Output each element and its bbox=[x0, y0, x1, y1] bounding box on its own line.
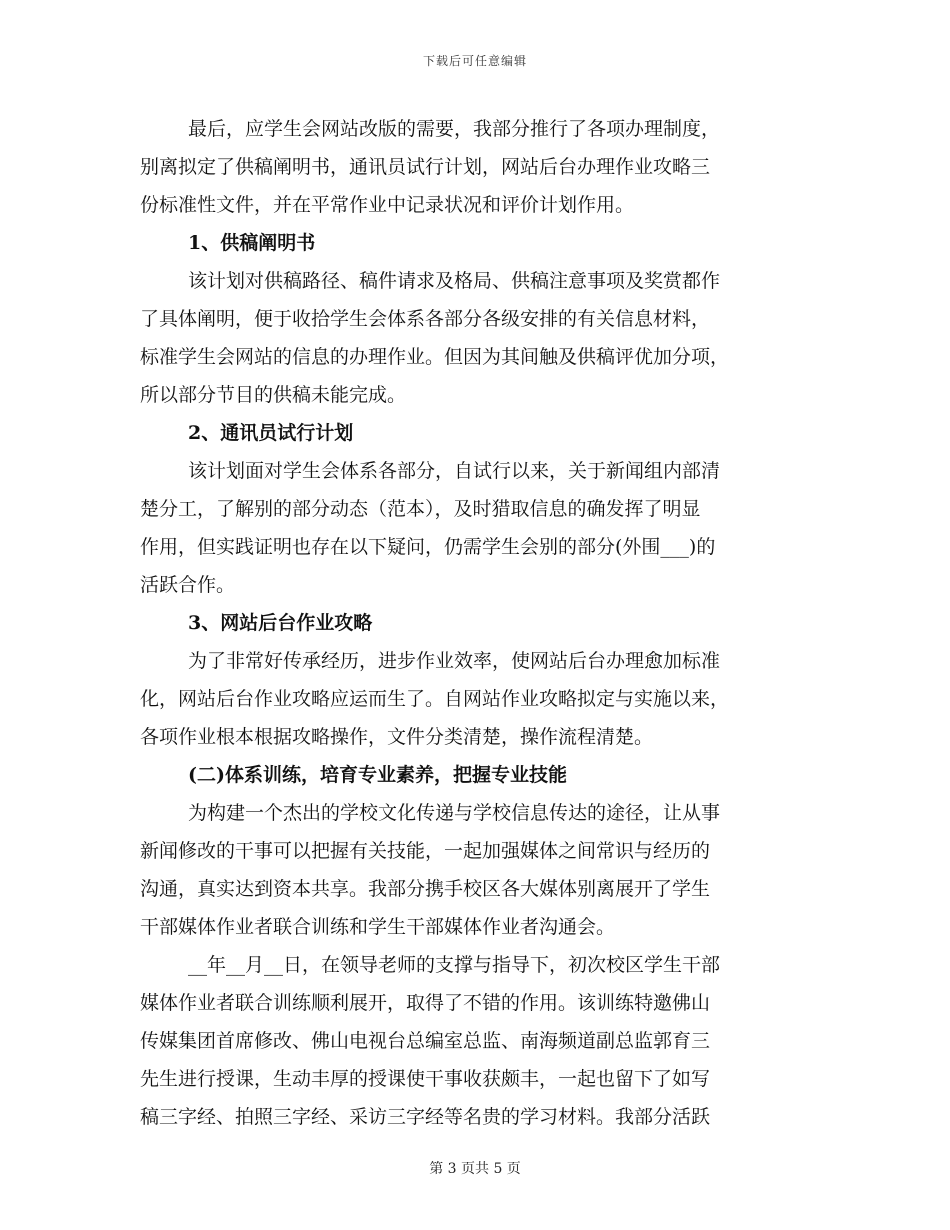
body-text-line: 沟通，真实达到资本共享。我部分携手校区各大媒体别离展开了学生 bbox=[140, 878, 711, 900]
body-text-line: 干部媒体作业者联合训练和学生干部媒体作业者沟通会。 bbox=[140, 916, 616, 938]
page-header: 下载后可任意编辑 bbox=[422, 54, 527, 68]
body-text-line: 最后，应学生会网站改版的需要，我部分推行了各项办理制度， bbox=[188, 118, 721, 140]
body-text-line: 传媒集团首席修改、佛山电视台总编室总监、南海频道副总监郭育三 bbox=[140, 1030, 711, 1052]
body-text-line: 标准学生会网站的信息的办理作业。但因为其间触及供稿评优加分项， bbox=[140, 346, 730, 368]
body-text-line: 所以部分节目的供稿未能完成。 bbox=[140, 384, 407, 406]
body-text-line: 作用，但实践证明也存在以下疑问，仍需学生会别的部分(外围___)的 bbox=[140, 536, 716, 558]
body-text-line: 化，网站后台作业攻略应运而生了。自网站作业攻略拟定与实施以来， bbox=[140, 688, 730, 710]
body-text-line: 为了非常好传承经历，进步作业效率，使网站后台办理愈加标准 bbox=[188, 650, 721, 672]
body-text-line: 份标准性文件，并在平常作业中记录状况和评价计划作用。 bbox=[140, 194, 635, 216]
body-text-line: 别离拟定了供稿阐明书，通讯员试行计划，网站后台办理作业攻略三 bbox=[140, 156, 711, 178]
page-footer: 第 3 页共 5 页 bbox=[429, 1161, 521, 1177]
body-text-line: 楚分工，了解别的部分动态（范本），及时猎取信息的确发挥了明显 bbox=[140, 498, 701, 520]
section-heading: 1、供稿阐明书 bbox=[188, 232, 316, 254]
body-text-line: 各项作业根本根据攻略操作，文件分类清楚，操作流程清楚。 bbox=[140, 726, 654, 748]
body-text-line: 为构建一个杰出的学校文化传递与学校信息传达的途径，让从事 bbox=[188, 802, 721, 824]
body-text-line: 稿三字经、拍照三字经、采访三字经等名贵的学习材料。我部分活跃 bbox=[140, 1106, 711, 1128]
section-heading: 2、通讯员试行计划 bbox=[188, 422, 354, 444]
body-text-line: 新闻修改的干事可以把握有关技能，一起加强媒体之间常识与经历的 bbox=[140, 840, 711, 862]
body-text-line: 该计划对供稿路径、稿件请求及格局、供稿注意事项及奖赏都作 bbox=[188, 270, 721, 292]
body-text-line: 先生进行授课，生动丰厚的授课使干事收获颇丰，一起也留下了如写 bbox=[140, 1068, 711, 1090]
body-text-line: 活跃合作。 bbox=[140, 574, 236, 596]
body-text-line: 该计划面对学生会体系各部分，自试行以来，关于新闻组内部清 bbox=[188, 460, 721, 482]
section-heading: (二)体系训练，培育专业素养，把握专业技能 bbox=[188, 764, 567, 786]
body-text-line: __年__月__日，在领导老师的支撑与指导下，初次校区学生干部 bbox=[188, 954, 721, 976]
section-heading: 3、网站后台作业攻略 bbox=[188, 612, 373, 634]
document-body bbox=[140, 110, 810, 1136]
body-text-line: 了具体阐明，便于收拾学生会体系各部分各级安排的有关信息材料， bbox=[140, 308, 711, 330]
body-text-line: 媒体作业者联合训练顺利展开，取得了不错的作用。该训练特邀佛山 bbox=[140, 992, 711, 1014]
